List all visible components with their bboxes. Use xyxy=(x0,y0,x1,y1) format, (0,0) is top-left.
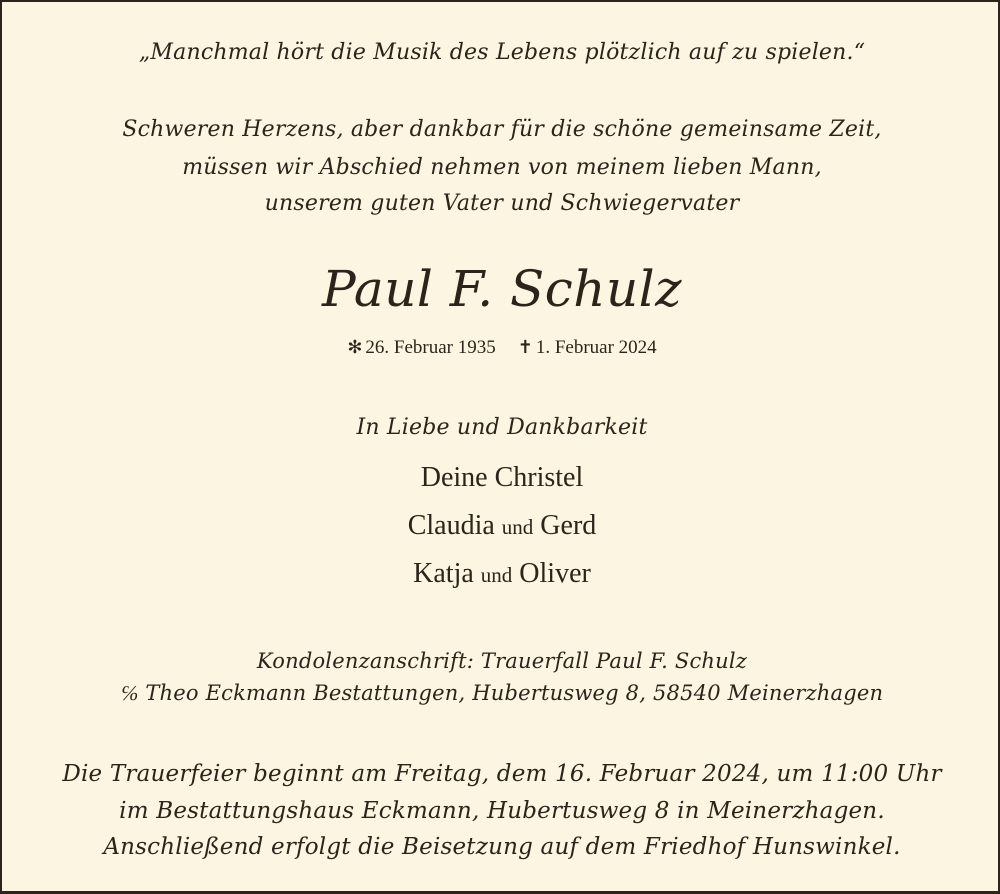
death-cross-icon: ✝ xyxy=(517,337,533,357)
life-dates xyxy=(2,337,1000,359)
opening-quote: „Manchmal hört die Musik des Lebens plötzlich auf zu spielen.“ xyxy=(138,40,866,65)
family-line-3 xyxy=(2,558,1000,590)
ceremony-line-3: Anschließend erfolgt die Beisetzung auf dem Friedhof Hunswinkel. xyxy=(103,834,901,860)
family-line-1: Deine Christel xyxy=(420,462,584,493)
condolence-address-line-1: Kondolenzanschrift: Trauerfall Paul F. Schulz xyxy=(256,649,748,673)
condolence-address-line-2: ℅ Theo Eckmann Bestattungen, Hubertusweg 8, 58540 Meinerzhagen xyxy=(120,681,884,705)
intro-line-3: unserem guten Vater und Schwiegervater xyxy=(264,191,740,216)
ceremony-line-1: Die Trauerfeier beginnt am Freitag, dem 16. Februar 2024, um 11:00 Uhr xyxy=(62,761,942,787)
family-line-2 xyxy=(2,510,1000,542)
ceremony-line-2: im Bestattungshaus Eckmann, Hubertusweg 8 in Meinerzhagen. xyxy=(119,798,885,824)
death-date: 1. Februar 2024 xyxy=(535,337,657,358)
birth-date: 26. Februar 1935 xyxy=(365,337,496,358)
family-member: Claudia xyxy=(407,510,495,541)
deceased-name: Paul F. Schulz xyxy=(322,260,682,318)
intro-line-2: müssen wir Abschied nehmen von meinem lieben Mann, xyxy=(182,155,822,180)
connector-word: und xyxy=(480,563,513,587)
family-member: Katja xyxy=(413,558,474,589)
closing-phrase: In Liebe und Dankbarkeit xyxy=(356,415,648,440)
family-member: Oliver xyxy=(519,558,591,589)
family-member: Gerd xyxy=(540,510,597,541)
intro-line-1: Schweren Herzens, aber dankbar für die schöne gemeinsame Zeit, xyxy=(122,117,882,142)
connector-word: und xyxy=(501,515,534,539)
birth-star-icon: ✻ xyxy=(347,337,363,357)
